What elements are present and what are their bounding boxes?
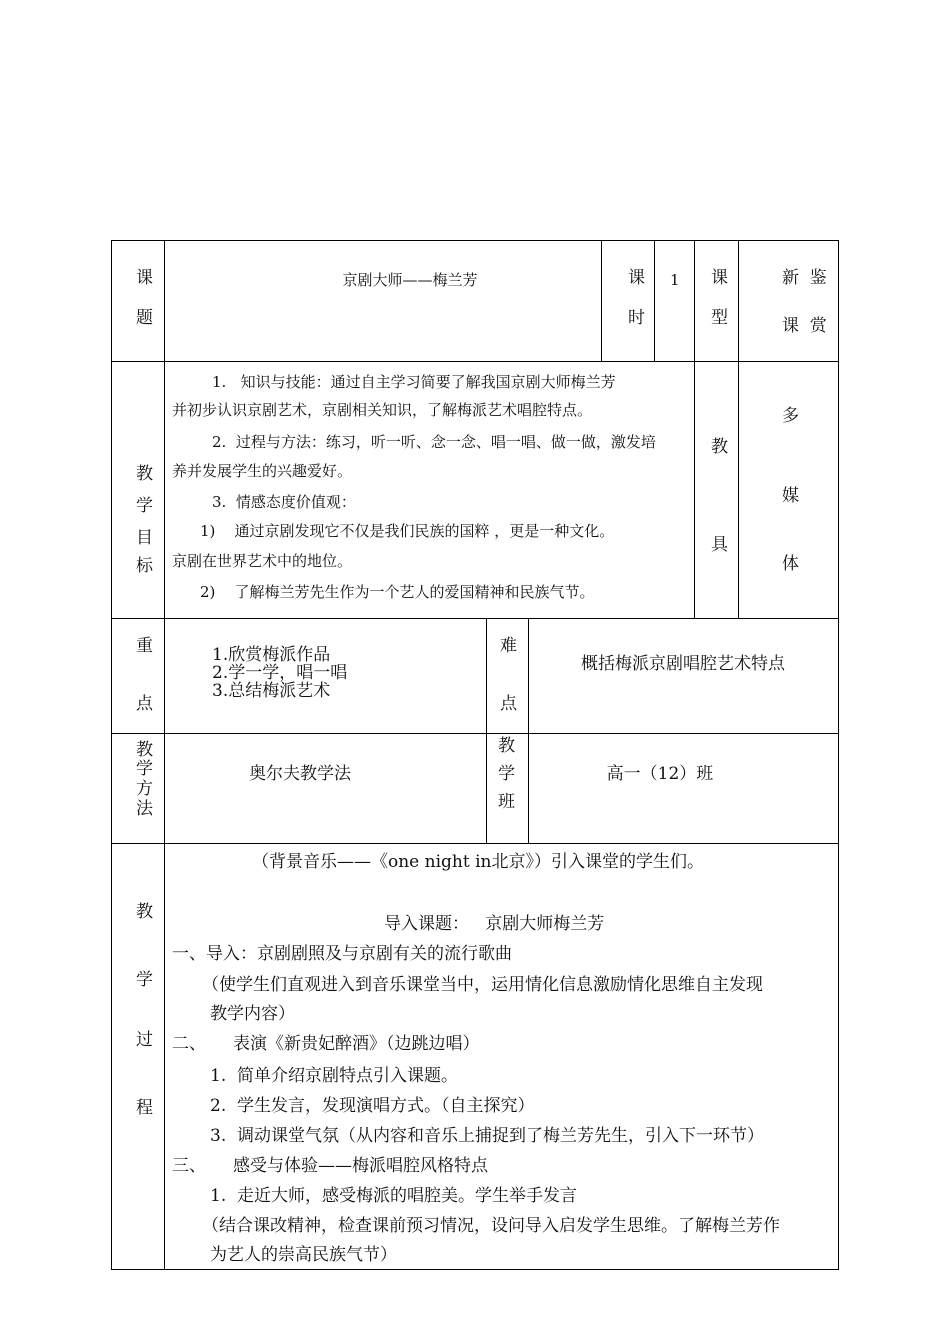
label-column-divider bbox=[164, 240, 165, 1269]
process-line: 二、 表演《新贵妃醉酒》（边跳边唱） bbox=[172, 1034, 480, 1054]
process-line: 三、 感受与体验——梅派唱腔风格特点 bbox=[172, 1156, 489, 1176]
class-name: 高一（12）班 bbox=[606, 764, 714, 784]
objective-line: 2) 了解梅兰芳先生作为一个艺人的爱国精神和民族气节。 bbox=[200, 583, 595, 601]
method-label-char: 方 bbox=[136, 779, 153, 799]
process-line: 为艺人的崇高民族气节） bbox=[210, 1245, 397, 1265]
type-label-char: 课 bbox=[711, 268, 728, 288]
class-label-char: 班 bbox=[498, 792, 515, 812]
row-divider-1 bbox=[111, 361, 839, 362]
focus-label-char: 重 bbox=[136, 636, 153, 656]
process-line: 1. 走近大师，感受梅派的唱腔美。学生举手发言 bbox=[210, 1186, 578, 1206]
hours-label-char: 课 bbox=[628, 268, 645, 288]
col-divider-type-label bbox=[694, 240, 695, 361]
process-line: （结合课改精神，检查课前预习情况，设问导入启发学生思维。了解梅兰芳作 bbox=[202, 1216, 780, 1236]
objective-line: 京剧在世界艺术中的地位。 bbox=[172, 552, 353, 570]
focus-item: 1.欣赏梅派作品 bbox=[212, 645, 331, 665]
process-label-char: 程 bbox=[136, 1098, 153, 1118]
process-line: 导入课题： 京剧大师梅兰芳 bbox=[384, 914, 605, 934]
process-line: 1. 简单介绍京剧特点引入课题。 bbox=[210, 1066, 459, 1086]
objectives-label-char: 标 bbox=[136, 556, 153, 576]
teaching-method: 奥尔夫教学法 bbox=[249, 764, 351, 784]
process-label-char: 学 bbox=[136, 970, 153, 990]
class-label-char: 学 bbox=[498, 764, 515, 784]
objectives-label-char: 教 bbox=[136, 464, 153, 484]
teaching-aid-char: 媒 bbox=[782, 486, 799, 506]
col-divider-difficulty bbox=[528, 618, 529, 843]
focus-item: 2.学一学，唱一唱 bbox=[212, 663, 348, 683]
teaching-aid-char: 体 bbox=[782, 554, 799, 574]
lesson-type-line: 课 赏 bbox=[782, 316, 827, 336]
aids-label-char: 具 bbox=[711, 535, 728, 555]
process-label-char: 过 bbox=[136, 1030, 153, 1050]
difficulty-label-char: 点 bbox=[500, 694, 517, 714]
objective-line: 1. 知识与技能：通过自主学习简要了解我国京剧大师梅兰芳 bbox=[212, 373, 616, 391]
process-label-char: 教 bbox=[136, 902, 153, 922]
objective-line: 3. 情感态度价值观： bbox=[212, 493, 356, 511]
method-label-char: 学 bbox=[136, 759, 153, 779]
col-divider-aids bbox=[738, 361, 739, 618]
col-divider-aids-label bbox=[694, 361, 695, 618]
lesson-hours: 1 bbox=[670, 271, 680, 289]
objective-line: 1) 通过京剧发现它不仅是我们民族的国粹 ，更是一种文化。 bbox=[200, 522, 615, 540]
objective-line: 养并发展学生的兴趣爱好。 bbox=[172, 462, 353, 480]
objective-line: 2. 过程与方法：练习，听一听、念一念、唱一唱、做一做，激发培 bbox=[212, 433, 656, 451]
topic-label-char: 课 bbox=[136, 268, 153, 288]
objective-line: 并初步认识京剧艺术，京剧相关知识，了解梅派艺术唱腔特点。 bbox=[172, 401, 593, 419]
process-line: 2. 学生发言，发现演唱方式。（自主探究） bbox=[210, 1096, 535, 1116]
lesson-type-line: 新 鉴 bbox=[782, 268, 827, 288]
objectives-label-char: 目 bbox=[136, 528, 153, 548]
type-label-char: 型 bbox=[711, 308, 728, 328]
col-divider-type bbox=[738, 240, 739, 361]
process-line: 3. 调动课堂气氛（从内容和音乐上捕捉到了梅兰芳先生，引入下一环节） bbox=[210, 1126, 765, 1146]
method-label-char: 法 bbox=[136, 799, 153, 819]
class-label-char: 教 bbox=[498, 736, 515, 756]
hours-label-char: 时 bbox=[628, 308, 645, 328]
process-line: 一、导入：京剧剧照及与京剧有关的流行歌曲 bbox=[172, 944, 512, 964]
table-border-left bbox=[111, 240, 112, 1269]
process-line: （使学生们直观进入到音乐课堂当中，运用情化信息激励情化思维自主发现 bbox=[202, 975, 763, 995]
table-border-bottom bbox=[111, 1269, 839, 1270]
aids-label-char: 教 bbox=[711, 437, 728, 457]
table-border-top bbox=[111, 240, 839, 241]
process-line: 教学内容） bbox=[210, 1004, 295, 1024]
difficulty-text: 概括梅派京剧唱腔艺术特点 bbox=[581, 654, 785, 674]
row-divider-2 bbox=[111, 618, 839, 619]
row-divider-3 bbox=[111, 733, 839, 734]
process-line: （背景音乐——《one night in北京》）引入课堂的学生们。 bbox=[252, 852, 704, 872]
lesson-topic: 京剧大师——梅兰芳 bbox=[342, 271, 478, 289]
objectives-label-char: 学 bbox=[136, 496, 153, 516]
teaching-aid-char: 多 bbox=[782, 406, 799, 426]
row-divider-4 bbox=[111, 843, 839, 844]
method-label-char: 教 bbox=[136, 740, 153, 760]
difficulty-label-char: 难 bbox=[500, 636, 517, 656]
col-divider-hours-label bbox=[601, 240, 602, 361]
focus-label-char: 点 bbox=[136, 694, 153, 714]
col-divider-hours bbox=[654, 240, 655, 361]
col-divider-difficulty-label bbox=[486, 618, 487, 843]
table-border-right bbox=[838, 240, 839, 1269]
topic-label-char: 题 bbox=[136, 308, 153, 328]
focus-item: 3.总结梅派艺术 bbox=[212, 681, 331, 701]
